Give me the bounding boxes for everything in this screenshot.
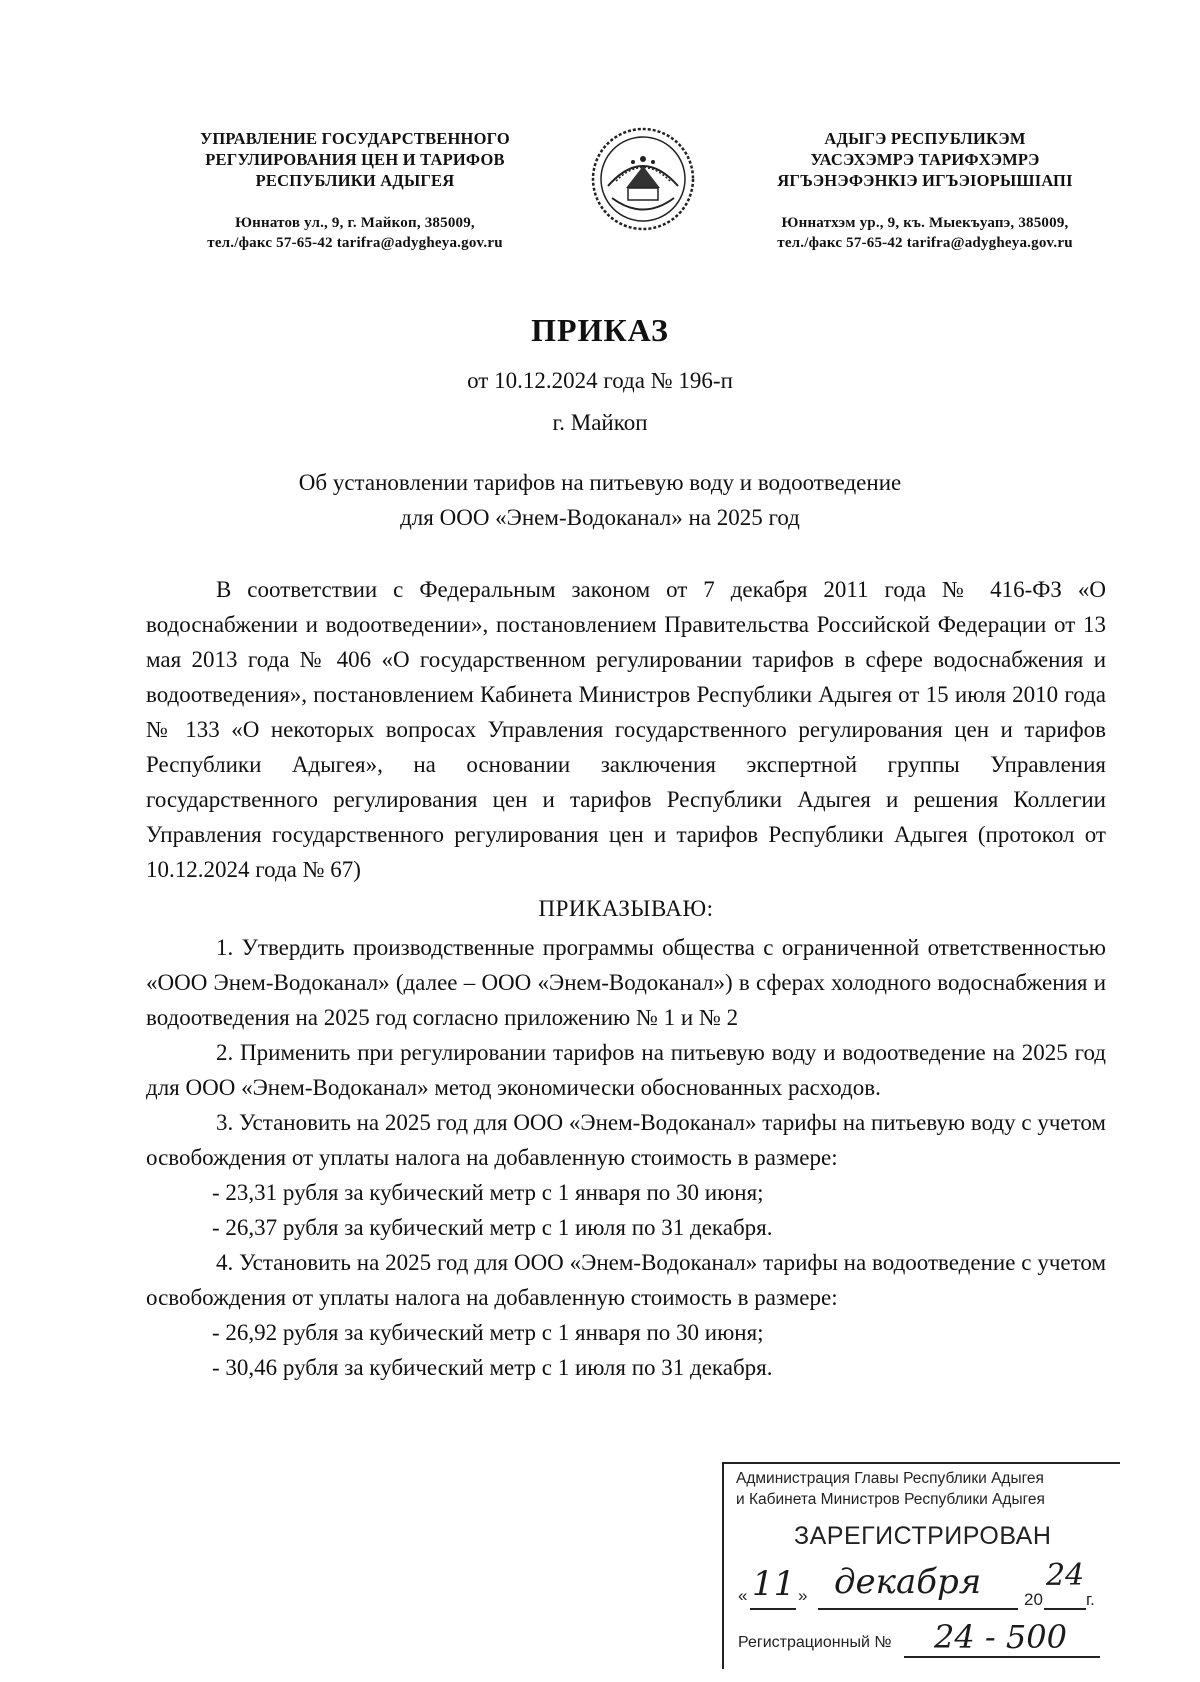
- stamp-year-label: г.: [1086, 1590, 1095, 1609]
- coat-of-arms-icon: [590, 126, 696, 232]
- header-right-block: [720, 128, 1130, 253]
- item-3-paragraph: 3. Установить на 2025 год для ООО «Энем-Водоканал» тарифы на питьевую воду с учетом освобождения от уплаты налога на добавленную стоимость в размере:: [146, 1110, 1106, 1170]
- document-title: ПРИКАЗ: [531, 312, 669, 348]
- header-right-org-line-3: ЯГЪЭНЭФЭНКIЭ ИГЪЭIОРЫШIАПI: [777, 171, 1073, 190]
- stamp-registered-label: ЗАРЕГИСТРИРОВАН: [794, 1522, 1052, 1550]
- preamble-paragraph: В соответствии с Федеральным законом от 7 декабря 2011 года № 416-ФЗ «О водоснабжении и водоотведении», постановлением Правительства Российской Федерации от 13 мая 2013 года № 406 «О государственном регулировании тарифов в сфере водоснабжения и водоотведения», постановлением Кабинета Министров Республики Адыгея от 15 июля 2010 года № 133 «О некоторых вопросах Управления государственного регулирования цен и тарифов Республики Адыгея», на основании заключения экспертной группы Управления государственного регулирования цен и тарифов Республики Адыгея и решения Коллегии Управления государственного регулирования цен и тарифов Республики Адыгея (протокол от 10.12.2024 года № 67): [146, 577, 1106, 882]
- stamp-number-handwritten: 24 - 500: [934, 1618, 1067, 1656]
- document-body: [146, 572, 1106, 1385]
- item-1-paragraph: 1. Утвердить производственные программы общества с ограниченной ответственностью «ООО Энем-Водоканал» (далее – ООО «Энем-Водоканал») в сферах холодного водоснабжения и водоотведения на 2025 год согласно приложению № 1 и № 2: [146, 935, 1106, 1030]
- document-city: г. Майкоп: [552, 410, 648, 435]
- item-2-paragraph: 2. Применить при регулировании тарифов на питьевую воду и водоотведение на 2025 год для ООО «Энем-Водоканал» метод экономически обоснованных расходов.: [146, 1040, 1106, 1100]
- stamp-close-quote: »: [798, 1586, 808, 1605]
- stamp-day-handwritten: 11: [752, 1564, 796, 1604]
- header-left-org-line-3: РЕСПУБЛИКИ АДЫГЕЯ: [255, 171, 455, 190]
- order-word: ПРИКАЗЫВАЮ:: [538, 896, 714, 921]
- stamp-year-prefix: 20: [1024, 1590, 1043, 1609]
- stamp-organization: [736, 1468, 1045, 1510]
- item-3-rate-1: - 23,31 рубля за кубический метр с 1 января по 30 июня;: [212, 1180, 764, 1205]
- header-right-address-line-1: Юннатхэм ур., 9, къ. Мыекъуапэ, 385009,: [781, 215, 1069, 231]
- header-right-address-line-2: тел./факс 57-65-42 tarifra@adygheya.gov.ru: [777, 235, 1073, 251]
- stamp-open-quote: «: [738, 1586, 748, 1605]
- header-left-address-line-2: тел./факс 57-65-42 tarifra@adygheya.gov.ru: [207, 235, 503, 251]
- stamp-org-line-2: и Кабинета Министров Республики Адыгея: [736, 1491, 1045, 1508]
- stamp-number-row: [738, 1618, 1118, 1664]
- document-subject-line-1: Об установлении тарифов на питьевую воду и водоотведение: [298, 470, 902, 495]
- item-4-rate-1: - 26,92 рубля за кубический метр с 1 января по 30 июня;: [212, 1320, 764, 1345]
- document-subject-line-2: для ООО «Энем-Водоканал» на 2025 год: [400, 505, 800, 530]
- item-3-rate-2: - 26,37 рубля за кубический метр с 1 июля по 31 декабря.: [212, 1215, 773, 1240]
- stamp-number-label: Регистрационный №: [738, 1634, 892, 1651]
- stamp-month-handwritten: декабря: [834, 1562, 982, 1602]
- header-right-org-line-2: УАСЭХЭМРЭ ТАРИФХЭМРЭ: [810, 150, 1040, 169]
- stamp-date-row: [738, 1558, 1108, 1618]
- item-4-rate-2: - 30,46 рубля за кубический метр с 1 июля по 31 декабря.: [212, 1355, 773, 1380]
- header-left-block: [150, 128, 560, 253]
- header-left-org-line-1: УПРАВЛЕНИЕ ГОСУДАРСТВЕННОГО: [200, 129, 510, 148]
- header-left-address-line-1: Юннатов ул., 9, г. Майкоп, 385009,: [235, 215, 475, 231]
- registration-stamp: [722, 1462, 1120, 1669]
- header-right-org-line-1: АДЫГЭ РЕСПУБЛИКЭМ: [824, 129, 1026, 148]
- header-left-org-line-2: РЕГУЛИРОВАНИЯ ЦЕН И ТАРИФОВ: [205, 150, 505, 169]
- document-date-number: от 10.12.2024 года № 196-п: [467, 368, 733, 393]
- stamp-year-handwritten: 24: [1046, 1558, 1085, 1593]
- item-4-paragraph: 4. Установить на 2025 год для ООО «Энем-Водоканал» тарифы на водоотведение с учетом освобождения от уплаты налога на добавленную стоимость в размере:: [146, 1250, 1106, 1310]
- stamp-org-line-1: Администрация Главы Республики Адыгея: [736, 1470, 1044, 1487]
